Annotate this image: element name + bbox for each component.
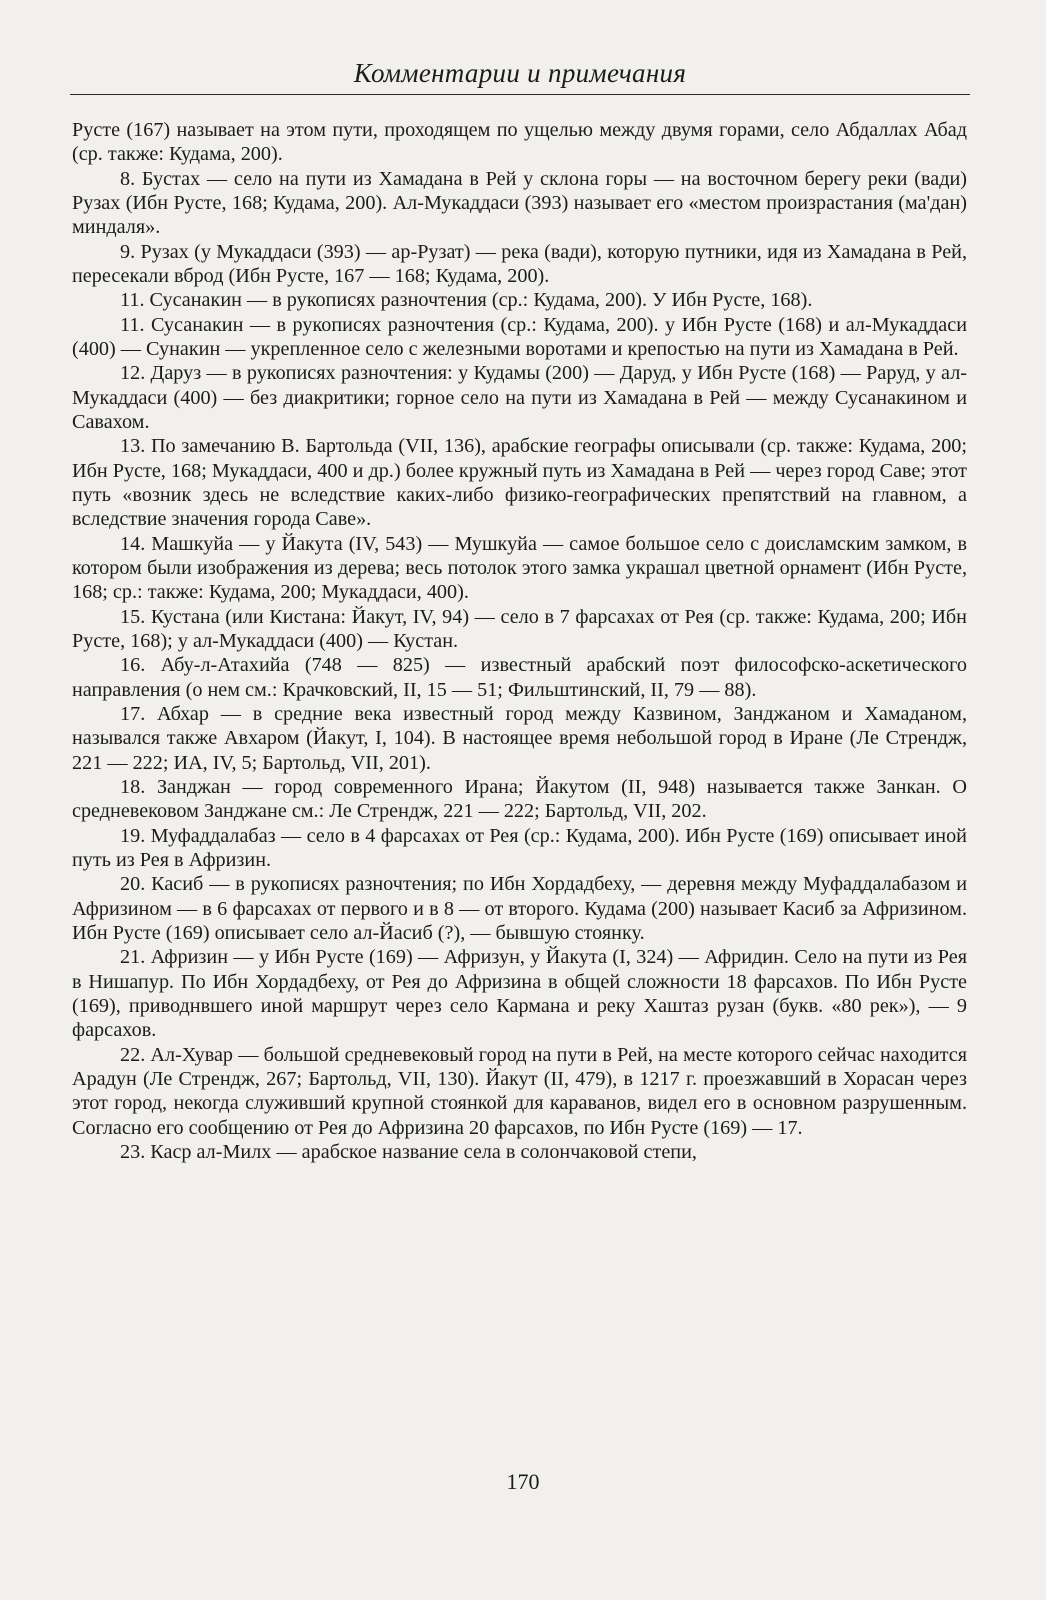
paragraph: 22. Ал-Хувар — большой средневековый город на пути в Рей, на месте которого сейчас находится Арадун (Ле Стрендж, 267; Бартольд, VII, 130). Йакут (II, 479), в 1217 г. проезжавший в Хорасан через этот город, некогда служивший крупной стоянкой для караванов, видел его в основном разрушенным. Согласно его сообщению от Рея до Афризина 20 фарсахов, по Ибн Русте (169) — 17. bbox=[72, 1043, 967, 1139]
paragraph: 15. Кустана (или Кистана: Йакут, IV, 94) — село в 7 фарсахах от Рея (ср. также: Кудама, 200; Ибн Русте, 168); у ал-Мукаддаси (400) — Кустан. bbox=[72, 605, 967, 652]
commentary-text bbox=[72, 118, 967, 1164]
page-number: 170 bbox=[506, 1469, 540, 1494]
paragraph: 8. Бустах — село на пути из Хамадана в Рей у склона горы — на восточном берегу реки (вади) Рузах (Ибн Русте, 168; Кудама, 200). Ал-Мукаддаси (393) называет его «местом произрастания (ма'дан) миндаля». bbox=[72, 167, 967, 239]
paragraph: 17. Абхар — в средние века известный город между Казвином, Занджаном и Хамаданом, назывался также Авхаром (Йакут, I, 104). В настоящее время небольшой город в Иране (Ле Стрендж, 221 — 222; ИА, IV, 5; Бартольд, VII, 201). bbox=[72, 703, 967, 774]
paragraph: 21. Афризин — у Ибн Русте (169) — Афризун, у Йакута (I, 324) — Афридин. Село на пути из Рея в Нишапур. По Ибн Хордадбеху, от Рея до Афризина в общей сложности 18 фарсахов. По Ибн Русте (169), приводнвшего иной маршрут через село Кармана и реку Хаштаз рузан (букв. «80 рек»), — 9 фарсахов. bbox=[72, 946, 967, 1042]
paragraph: Русте (167) называет на этом пути, проходящем по ущелью между двумя горами, село Абдаллах Абад (ср. также: Кудама, 200). bbox=[72, 119, 967, 166]
paragraph: 23. Каср ал-Милх — арабское название села в солончаковой степи, bbox=[120, 1140, 697, 1163]
paragraph: 18. Занджан — город современного Ирана; Йакутом (II, 948) называется также Занкан. О средневековом Занджане см.: Ле Стрендж, 221 — 222; Бартольд, VII, 202. bbox=[72, 776, 967, 823]
paragraph: 20. Касиб — в рукописях разночтения; по Ибн Хордадбеху, — деревня между Муфаддалабазом и Афризином — в 6 фарсахах от первого и в 8 — от второго. Кудама (200) называет Касиб за Афризином. Ибн Русте (169) описывает село ал-Йасиб (?), — бывшую стоянку. bbox=[72, 873, 967, 945]
header-rule bbox=[70, 94, 970, 95]
paragraph: 13. По замечанию В. Бартольда (VII, 136), арабские географы описывали (ср. также: Кудама, 200; Ибн Русте, 168; Мукаддаси, 400 и др.) более кружный путь из Хамадана в Рей — через город Саве; этот путь «возник здесь не вследствие каких-либо физико-географических препятствий на главном, а вследствие значения города Саве». bbox=[72, 435, 967, 531]
running-header: Комментарии и примечания bbox=[353, 58, 687, 88]
paragraph: 9. Рузах (у Мукаддаси (393) — ар-Рузат) — река (вади), которую путники, идя из Хамадана в Рей, пересекали вброд (Ибн Русте, 167 — 168; Кудама, 200). bbox=[72, 240, 967, 287]
paragraph: 19. Муфаддалабаз — село в 4 фарсахах от Рея (ср.: Кудама, 200). Ибн Русте (169) описывает иной путь из Рея в Афризин. bbox=[72, 824, 967, 872]
paragraph: 16. Абу-л-Атахийа (748 — 825) — известный арабский поэт философско-аскетического направления (о нем см.: Крачковский, II, 15 — 51; Фильштинский, II, 79 — 88). bbox=[72, 654, 967, 701]
paragraph: 11. Сусанакин — в рукописях разночтения (ср.: Кудама, 200). у Ибн Русте (168) и ал-Мукаддаси (400) — Сунакин — укрепленное село с железными воротами и крепостью на пути из Хамадана в Рей. bbox=[72, 313, 967, 361]
paragraph: 11. Сусанакин — в рукописях разночтения (ср.: Кудама, 200). У Ибн Русте, 168). bbox=[120, 289, 813, 312]
paragraph: 14. Машкуйа — у Йакута (IV, 543) — Мушкуйа — самое большое село с доисламским замком, в котором были изображения из дерева; весь потолок этого замка украшал цветной орнамент (Ибн Русте, 168; ср.: также: Кудама, 200; Мукаддаси, 400). bbox=[72, 532, 967, 604]
paragraph: 12. Даруз — в рукописях разночтения: у Кудамы (200) — Даруд, у Ибн Русте (168) — Раруд, у ал-Мукаддаси (400) — без диакритики; горное село на пути из Хамадана в Рей — между Сусанакином и Савахом. bbox=[72, 362, 967, 434]
